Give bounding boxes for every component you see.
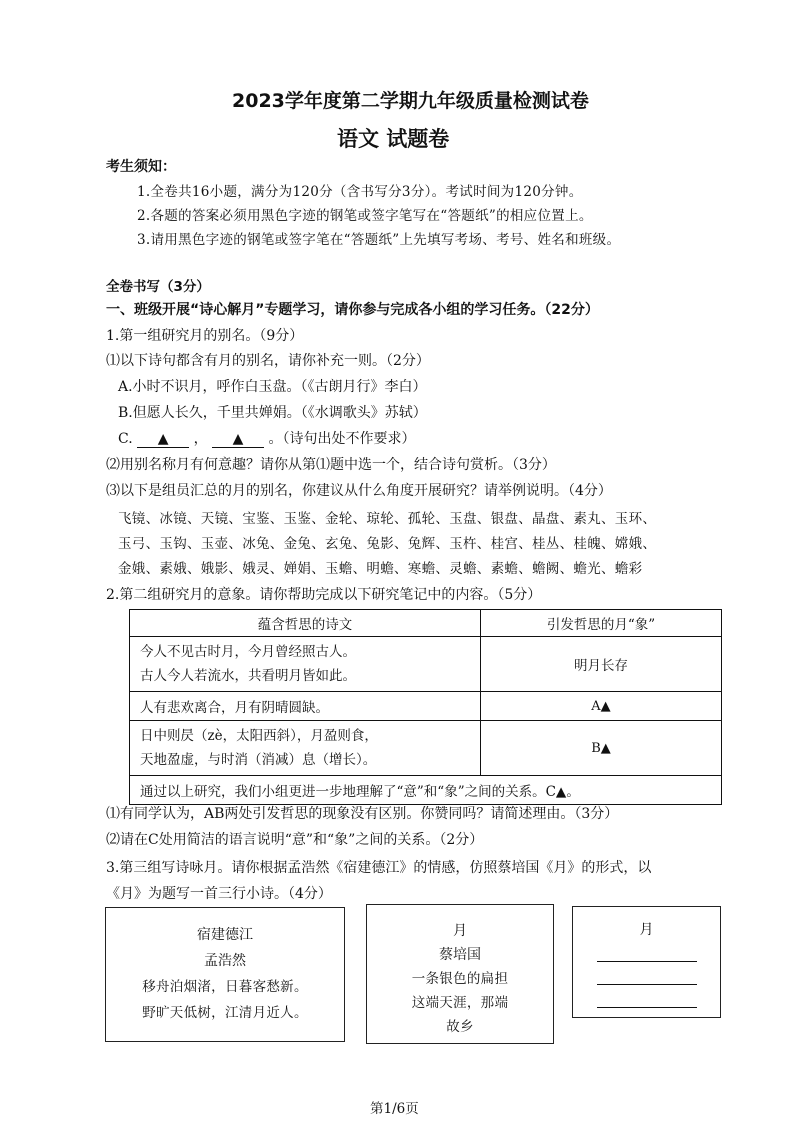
poem-2-title: 月: [453, 923, 467, 939]
poem-3-line-1: 日中则昃（zè，太阳西斜），月盈则食，: [140, 728, 378, 744]
table-row: [130, 637, 722, 692]
table-cell-poem-1: [130, 637, 481, 692]
table-cell-poem-3: [130, 721, 481, 776]
question-3-title-line-2: 《月》为题写一首三行小诗。（4分）: [106, 886, 332, 902]
question-2-sub-2: ⑵请在C处用简洁的语言说明“意”和“象”之间的关系。（2分）: [106, 832, 484, 848]
table-summary[interactable]: 通过以上研究，我们小组更进一步地理解了“意”和“象”之间的关系。C▲。: [130, 776, 722, 805]
question-1-sub-2: ⑵用别名称月有何意趣？请你从第⑴题中选一个，结合诗句赏析。（3分）: [106, 457, 556, 473]
answer-line-2[interactable]: [597, 962, 697, 985]
poem-box-answer: [572, 906, 721, 1018]
question-2-title: 2.第二组研究月的意象。请你帮助完成以下研究笔记中的内容。（5分）: [106, 587, 542, 603]
table-cell-answer-b[interactable]: B▲: [481, 721, 722, 776]
question-1-sub-3: ⑶以下是组员汇总的月的别名，你建议从什么角度开展研究？请举例说明。（4分）: [106, 483, 612, 499]
poem-3-title: 月: [639, 922, 654, 938]
page-number: 第1/6页: [370, 1101, 419, 1117]
question-1-sub-1: ⑴以下诗句都含有月的别名，请你补充一则。（2分）: [106, 353, 430, 369]
option-c-blank-2[interactable]: ▲: [212, 431, 264, 448]
poem-box-su-jian-de-jiang: [105, 907, 345, 1042]
option-c-suffix: 。（诗句出处不作要求）: [268, 431, 416, 447]
table-header-image: 引发哲思的月“象”: [481, 610, 722, 637]
poem-1-title: 宿建德江: [197, 927, 253, 943]
poem-1-line-2: 古人今人若流水，共看明月皆如此。: [140, 668, 356, 684]
exam-title: 2023学年度第二学期九年级质量检测试卷: [232, 90, 589, 112]
poem-2-line-3: 故乡: [446, 1019, 474, 1035]
poem-2-line-2: 这端天涯，那端: [411, 995, 509, 1011]
answer-line-1[interactable]: [597, 939, 697, 962]
notice-item-1: 1.全卷共16小题，满分为120分（含书写分3分）。考试时间为120分钟。: [137, 184, 583, 200]
moon-names-line-3: 金娥、素娥、娥影、娥灵、婵娟、玉蟾、明蟾、寒蟾、灵蟾、素蟾、蟾阙、蟾光、蟾彩: [118, 561, 643, 577]
question-1-title: 1.第一组研究月的别名。（9分）: [106, 328, 304, 344]
poem-2-author: 蔡培国: [439, 947, 481, 963]
answer-line-3[interactable]: [597, 985, 697, 1008]
poem-box-yue-cai-peiguo: [366, 904, 554, 1044]
exam-subtitle: 语文 试题卷: [337, 127, 450, 151]
question-2-sub-1: ⑴有同学认为，AB两处引发哲思的现象没有区别。你赞同吗？请简述理由。（3分）: [106, 806, 619, 822]
poem-1-line-1: 移舟泊烟渚，日暮客愁新。: [142, 979, 308, 995]
table-header-poems: 蕴含哲思的诗文: [130, 610, 481, 637]
writing-score: 全卷书写（3分）: [106, 279, 210, 295]
moon-names-line-2: 玉弓、玉钩、玉壶、冰兔、金兔、玄兔、兔影、兔辉、玉杵、桂宫、桂丛、桂魄、嫦娥、: [118, 536, 657, 552]
option-a: A.小时不识月，呼作白玉盘。（《古朗月行》李白）: [118, 379, 427, 395]
option-c: [118, 428, 415, 448]
question-3-title-line-1: 3.第三组写诗咏月。请你根据孟浩然《宿建德江》的情感，仿照蔡培国《月》的形式，以: [106, 860, 652, 876]
option-b: B.但愿人长久，千里共婵娟。（《水调歌头》苏轼）: [118, 405, 427, 421]
notice-item-3: 3.请用黑色字迹的钢笔或签字笔在“答题纸”上先填写考场、考号、姓名和班级。: [137, 232, 621, 248]
moon-names-line-1: 飞镜、冰镜、天镜、宝鉴、玉鉴、金轮、琼轮、孤轮、玉盘、银盘、晶盘、素丸、玉环、: [118, 511, 657, 527]
poem-1-line-1: 今人不见古时月，今月曾经照古人。: [140, 644, 356, 660]
table-cell-answer-1: 明月长存: [481, 637, 722, 692]
poem-1-line-2: 野旷天低树，江清月近人。: [142, 1005, 308, 1021]
table-row: [130, 721, 722, 776]
poem-2-line-1: 一条银色的扁担: [411, 971, 509, 987]
option-c-prefix: C.: [118, 431, 133, 447]
research-notes-table: [129, 609, 722, 805]
option-c-separator: ，: [193, 431, 208, 447]
notice-item-2: 2.各题的答案必须用黑色字迹的钢笔或签字笔写在“答题纸”的相应位置上。: [137, 208, 593, 224]
table-cell-poem-2: 人有悲欢离合，月有阴晴圆缺。: [130, 692, 481, 721]
option-c-blank-1[interactable]: ▲: [137, 431, 189, 448]
section-1-heading: 一、班级开展“诗心解月”专题学习，请你参与完成各小组的学习任务。（22分）: [106, 302, 599, 318]
poem-1-author: 孟浩然: [204, 953, 246, 969]
table-header-row: [130, 610, 722, 637]
notice-heading: 考生须知：: [106, 159, 176, 175]
table-row: [130, 692, 722, 721]
table-summary-row: [130, 776, 722, 805]
table-cell-answer-a[interactable]: A▲: [481, 692, 722, 721]
poem-3-line-2: 天地盈虚，与时消（消减）息（增长）。: [140, 752, 377, 768]
